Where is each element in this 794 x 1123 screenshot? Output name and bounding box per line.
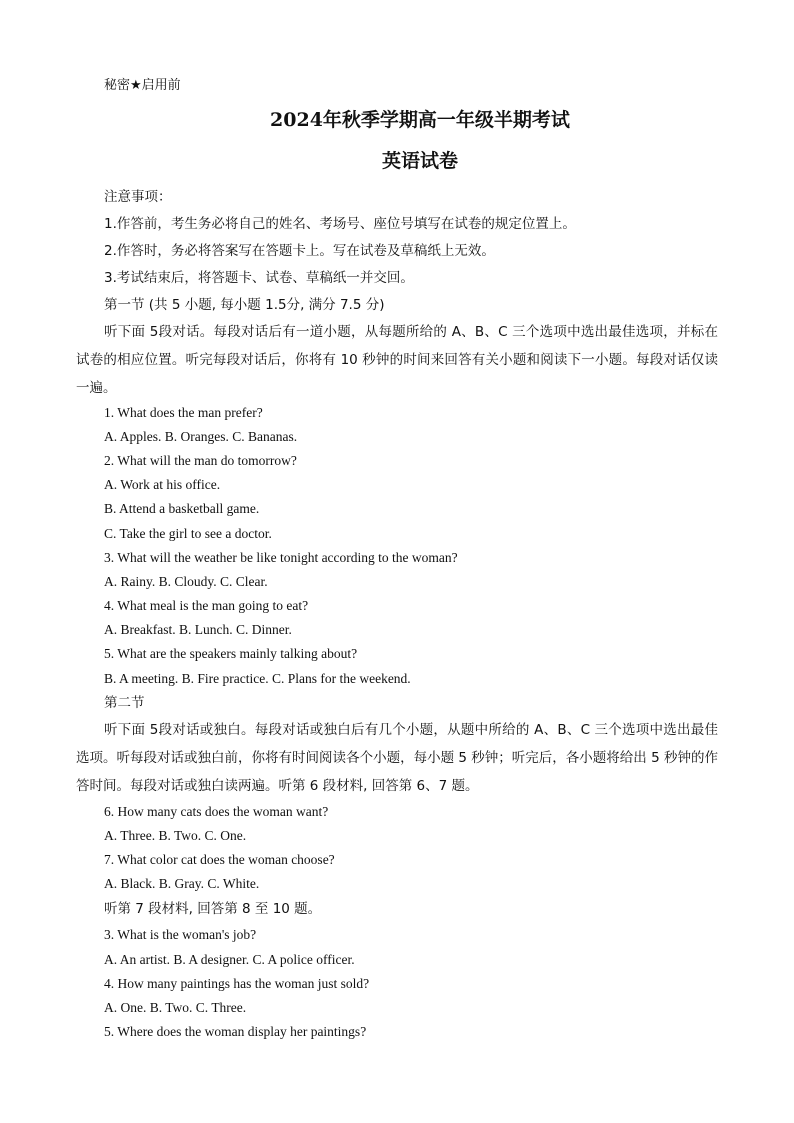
subject-title: 英语试卷 (381, 150, 458, 172)
note-item: 3.考试结束后，将答题卡、试卷、草稿纸一并交回。 (104, 270, 414, 286)
section1-heading: 第一节 (共 5 小题, 每小题 1.5分, 满分 7.5 分) (104, 297, 385, 313)
question-line: 5. Where does the woman display her paintings? (104, 1024, 367, 1039)
options-line: A. Breakfast. B. Lunch. C. Dinner. (104, 622, 292, 637)
section2-instructions: 听下面 5段对话或独白。每段对话或独白后有几个小题，从题中所给的 A、B、C 三个选项中选出最佳选项。听每段对话或独白前，你将有时间阅读各个小题，每小题 5 秒钟；听完后，各小题将给出 5 秒钟的作答时间。每段对话或独白读两遍。听第 6 段材料, 回答第 6、7 题。 (76, 722, 718, 794)
confidential-mark: 秘密★启用前 (104, 78, 181, 93)
question-line: 3. What is the woman's job? (104, 927, 257, 942)
options-line: A. One. B. Two. C. Three. (104, 1000, 247, 1015)
question-line: 5. What are the speakers mainly talking about? (104, 646, 358, 661)
section2-heading: 第二节 (104, 695, 145, 711)
options-line: A. Apples. B. Oranges. C. Bananas. (104, 429, 298, 444)
options-line: B. Attend a basketball game. (104, 501, 260, 516)
note-item: 2.作答时，务必将答案写在答题卡上。写在试卷及草稿纸上无效。 (104, 243, 495, 259)
options-line: B. A meeting. B. Fire practice. C. Plans for the weekend. (104, 671, 411, 686)
question-line: 3. What will the weather be like tonight according to the woman? (104, 550, 458, 565)
question-line: 4. What meal is the man going to eat? (104, 598, 309, 613)
question-line: 2. What will the man do tomorrow? (104, 453, 297, 468)
notes-heading: 注意事项： (104, 189, 172, 205)
question-line: 7. What color cat does the woman choose? (104, 852, 335, 867)
options-line: A. An artist. B. A designer. C. A police officer. (104, 952, 355, 967)
note-item: 1.作答前，考生务必将自己的姓名、考场号、座位号填写在试卷的规定位置上。 (104, 216, 576, 232)
options-line: A. Work at his office. (104, 477, 221, 492)
options-line: A. Black. B. Gray. C. White. (104, 876, 260, 891)
exam-title: 2024年秋季学期高一年级半期考试 (270, 109, 570, 131)
options-line: A. Three. B. Two. C. One. (104, 828, 247, 843)
question-line: 4. How many paintings has the woman just sold? (104, 976, 370, 991)
question-line: 6. How many cats does the woman want? (104, 804, 329, 819)
section1-instructions: 听下面 5段对话。每段对话后有一道小题，从每题所给的 A、B、C 三个选项中选出最佳选项，并标在试卷的相应位置。听完每段对话后，你将有 10 秒钟的时间来回答有关小题和阅读下一小题。每段对话仅读一遍。 (76, 324, 718, 396)
options-line: A. Rainy. B. Cloudy. C. Clear. (104, 574, 268, 589)
options-line: C. Take the girl to see a doctor. (104, 526, 272, 541)
question-line: 1. What does the man prefer? (104, 405, 263, 420)
material-instruction: 听第 7 段材料, 回答第 8 至 10 题。 (104, 901, 322, 917)
